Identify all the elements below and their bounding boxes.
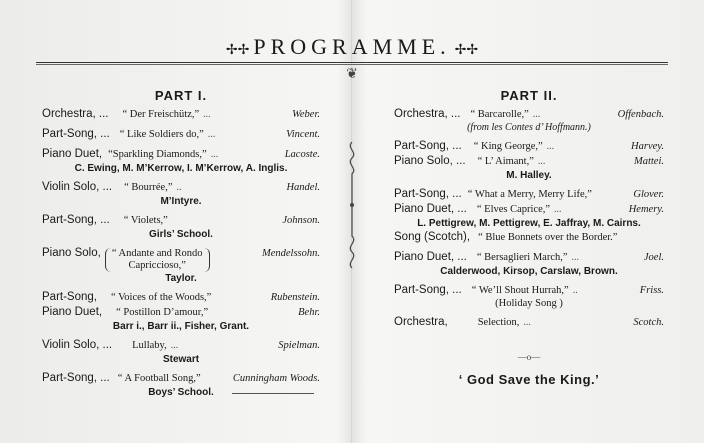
item-dots: ... <box>532 109 541 120</box>
item-dots: ... <box>203 109 211 120</box>
footer-rule <box>232 393 314 394</box>
item-piece-line: Capriccioso,” <box>128 260 186 271</box>
item-form: Piano Solo, ... <box>394 155 466 167</box>
item-note: (from les Contes d’ Hoffmann.) <box>467 122 591 133</box>
item-form: Piano Duet, <box>42 306 103 318</box>
item-composer: Johnson. <box>282 215 320 226</box>
item-form: Part-Song, ... <box>394 188 462 200</box>
divider-ornament: —o— <box>517 352 541 362</box>
programme-item <box>394 315 664 330</box>
programme-item <box>42 246 320 285</box>
item-dots: ... <box>207 129 216 140</box>
item-dots: ... <box>554 204 562 215</box>
item-piece: “ Der Freischütz,” <box>122 109 200 120</box>
item-form: Part-Song, ... <box>42 372 110 384</box>
item-composer: Cunningham Woods. <box>232 373 320 384</box>
item-performers: C. Ewing, M. M’Kerrow, I. M’Kerrow, A. Inglis. <box>74 163 288 174</box>
programme-item <box>42 180 320 208</box>
item-performers: Barr i., Barr ii., Fisher, Grant. <box>112 321 250 332</box>
item-dots: ... <box>537 156 546 167</box>
item-subtitle: (Holiday Song ) <box>495 298 563 309</box>
item-composer: Vincent. <box>286 129 320 140</box>
item-form: Piano Solo, <box>42 247 101 259</box>
programme-item <box>394 187 664 202</box>
fleuron-icon: ❦ <box>346 67 358 82</box>
ornament-right-icon: ✢✢ <box>454 42 479 58</box>
item-form: Part-Song, ... <box>42 128 110 140</box>
programme-item <box>394 154 664 182</box>
item-piece: “ King George,” <box>473 141 543 152</box>
item-piece: “ Blue Bonnets over the Border.” <box>478 232 618 243</box>
item-composer: Behr. <box>298 307 320 318</box>
item-piece: “ Violets,” <box>123 215 168 226</box>
programme-item <box>42 290 320 305</box>
programme-header <box>0 34 704 60</box>
item-dots: ... <box>523 317 531 328</box>
item-composer: Harvey. <box>631 141 664 152</box>
programme-item <box>394 202 664 230</box>
item-piece-line: “ Andante and Rondo <box>111 248 203 259</box>
item-dots: ... <box>210 149 219 160</box>
scroll-ornament-icon <box>343 140 361 270</box>
programme-item <box>42 338 320 366</box>
item-piece: “ Elves Caprice,” <box>476 204 551 215</box>
item-piece: “ Bersaglieri March,” <box>476 252 568 263</box>
item-form: Part-Song, ... <box>42 214 110 226</box>
anthem-line: ‘ God Save the King.’ <box>458 372 600 387</box>
programme-item <box>42 371 320 399</box>
item-piece: “ Bourrée,” <box>124 182 173 193</box>
header-rule-2 <box>36 64 668 65</box>
item-dots: ... <box>546 141 555 152</box>
header-rule <box>36 62 668 63</box>
item-performers: L. Pettigrew, M. Pettigrew, E. Jaffray, M. Cairns. <box>417 218 641 229</box>
item-composer: Scotch. <box>633 317 664 328</box>
item-form: Song (Scotch), <box>394 231 471 243</box>
item-performers: M. Halley. <box>506 170 552 181</box>
item-piece: “Sparkling Diamonds,” <box>108 149 207 160</box>
item-composer: Mendelssohn. <box>261 248 320 259</box>
item-piece: “ Postillon D’amour,” <box>116 307 209 318</box>
programme-item <box>42 127 320 142</box>
item-form: Part-Song, <box>42 291 97 303</box>
programme-item <box>42 213 320 241</box>
item-dots: ... <box>170 340 179 351</box>
programme-item <box>42 147 320 175</box>
item-form: Orchestra, <box>394 316 448 328</box>
programme-item <box>42 305 320 333</box>
programme-item <box>42 107 320 122</box>
item-form: Violin Solo, ... <box>42 339 113 351</box>
item-form: Part-Song, ... <box>394 140 462 152</box>
part-two-heading: PART II. <box>500 88 558 103</box>
item-piece: “ What a Merry, Merry Life,” <box>467 189 592 200</box>
page-title: PROGRAMME. <box>253 34 451 59</box>
programme-item <box>394 283 664 310</box>
item-dots: .. <box>572 285 578 296</box>
item-form: Piano Duet, ... <box>394 251 467 263</box>
item-piece: Lullaby, <box>132 340 167 351</box>
part-one-column <box>42 88 320 399</box>
item-composer: Lacoste. <box>284 149 320 160</box>
programme-item <box>394 107 664 134</box>
item-composer: Joel. <box>643 252 664 263</box>
item-performers: Girls’ School. <box>149 229 213 240</box>
item-composer: Glover. <box>633 189 664 200</box>
item-piece: “ We’ll Shout Hurrah,” <box>471 285 569 296</box>
item-form: Violin Solo, ... <box>42 181 113 193</box>
item-form: Piano Duet, <box>42 148 103 160</box>
item-form: Piano Duet, ... <box>394 203 467 215</box>
programme-item <box>394 230 664 245</box>
item-piece: “ Voices of the Woods,” <box>110 292 212 303</box>
item-piece: “ Like Soldiers do,” <box>119 129 204 140</box>
part-two-column <box>394 88 664 330</box>
item-composer: Mattei. <box>633 156 664 167</box>
item-piece: “ L’ Aimant,” <box>477 156 534 167</box>
item-dots: .. <box>176 182 182 193</box>
programme-item <box>394 139 664 154</box>
item-piece: Selection, <box>477 317 520 328</box>
item-form: Orchestra, ... <box>394 108 461 120</box>
item-performers: Taylor. <box>165 273 197 284</box>
item-composer: Friss. <box>639 285 664 296</box>
item-piece-braced <box>105 248 210 272</box>
item-piece: “ Barcarolle,” <box>470 109 529 120</box>
item-performers: Stewart <box>162 354 200 365</box>
item-form: Part-Song, ... <box>394 284 462 296</box>
item-piece: “ A Football Song,” <box>117 373 201 384</box>
item-dots: ... <box>571 252 580 263</box>
part-one-heading: PART I. <box>154 88 208 103</box>
item-composer: Spielman. <box>278 340 320 351</box>
ornament-left-icon: ✢✢ <box>225 42 250 58</box>
item-composer: Hemery. <box>628 204 664 215</box>
programme-item <box>394 250 664 278</box>
item-composer: Offenbach. <box>617 109 664 120</box>
item-performers: Boys’ School. <box>148 387 214 398</box>
item-composer: Handel. <box>286 182 320 193</box>
item-composer: Rubenstein. <box>270 292 320 303</box>
item-performers: M’Intyre. <box>160 196 202 207</box>
item-form: Orchestra, ... <box>42 108 109 120</box>
item-performers: Calderwood, Kirsop, Carslaw, Brown. <box>440 266 618 277</box>
item-composer: Weber. <box>292 109 320 120</box>
